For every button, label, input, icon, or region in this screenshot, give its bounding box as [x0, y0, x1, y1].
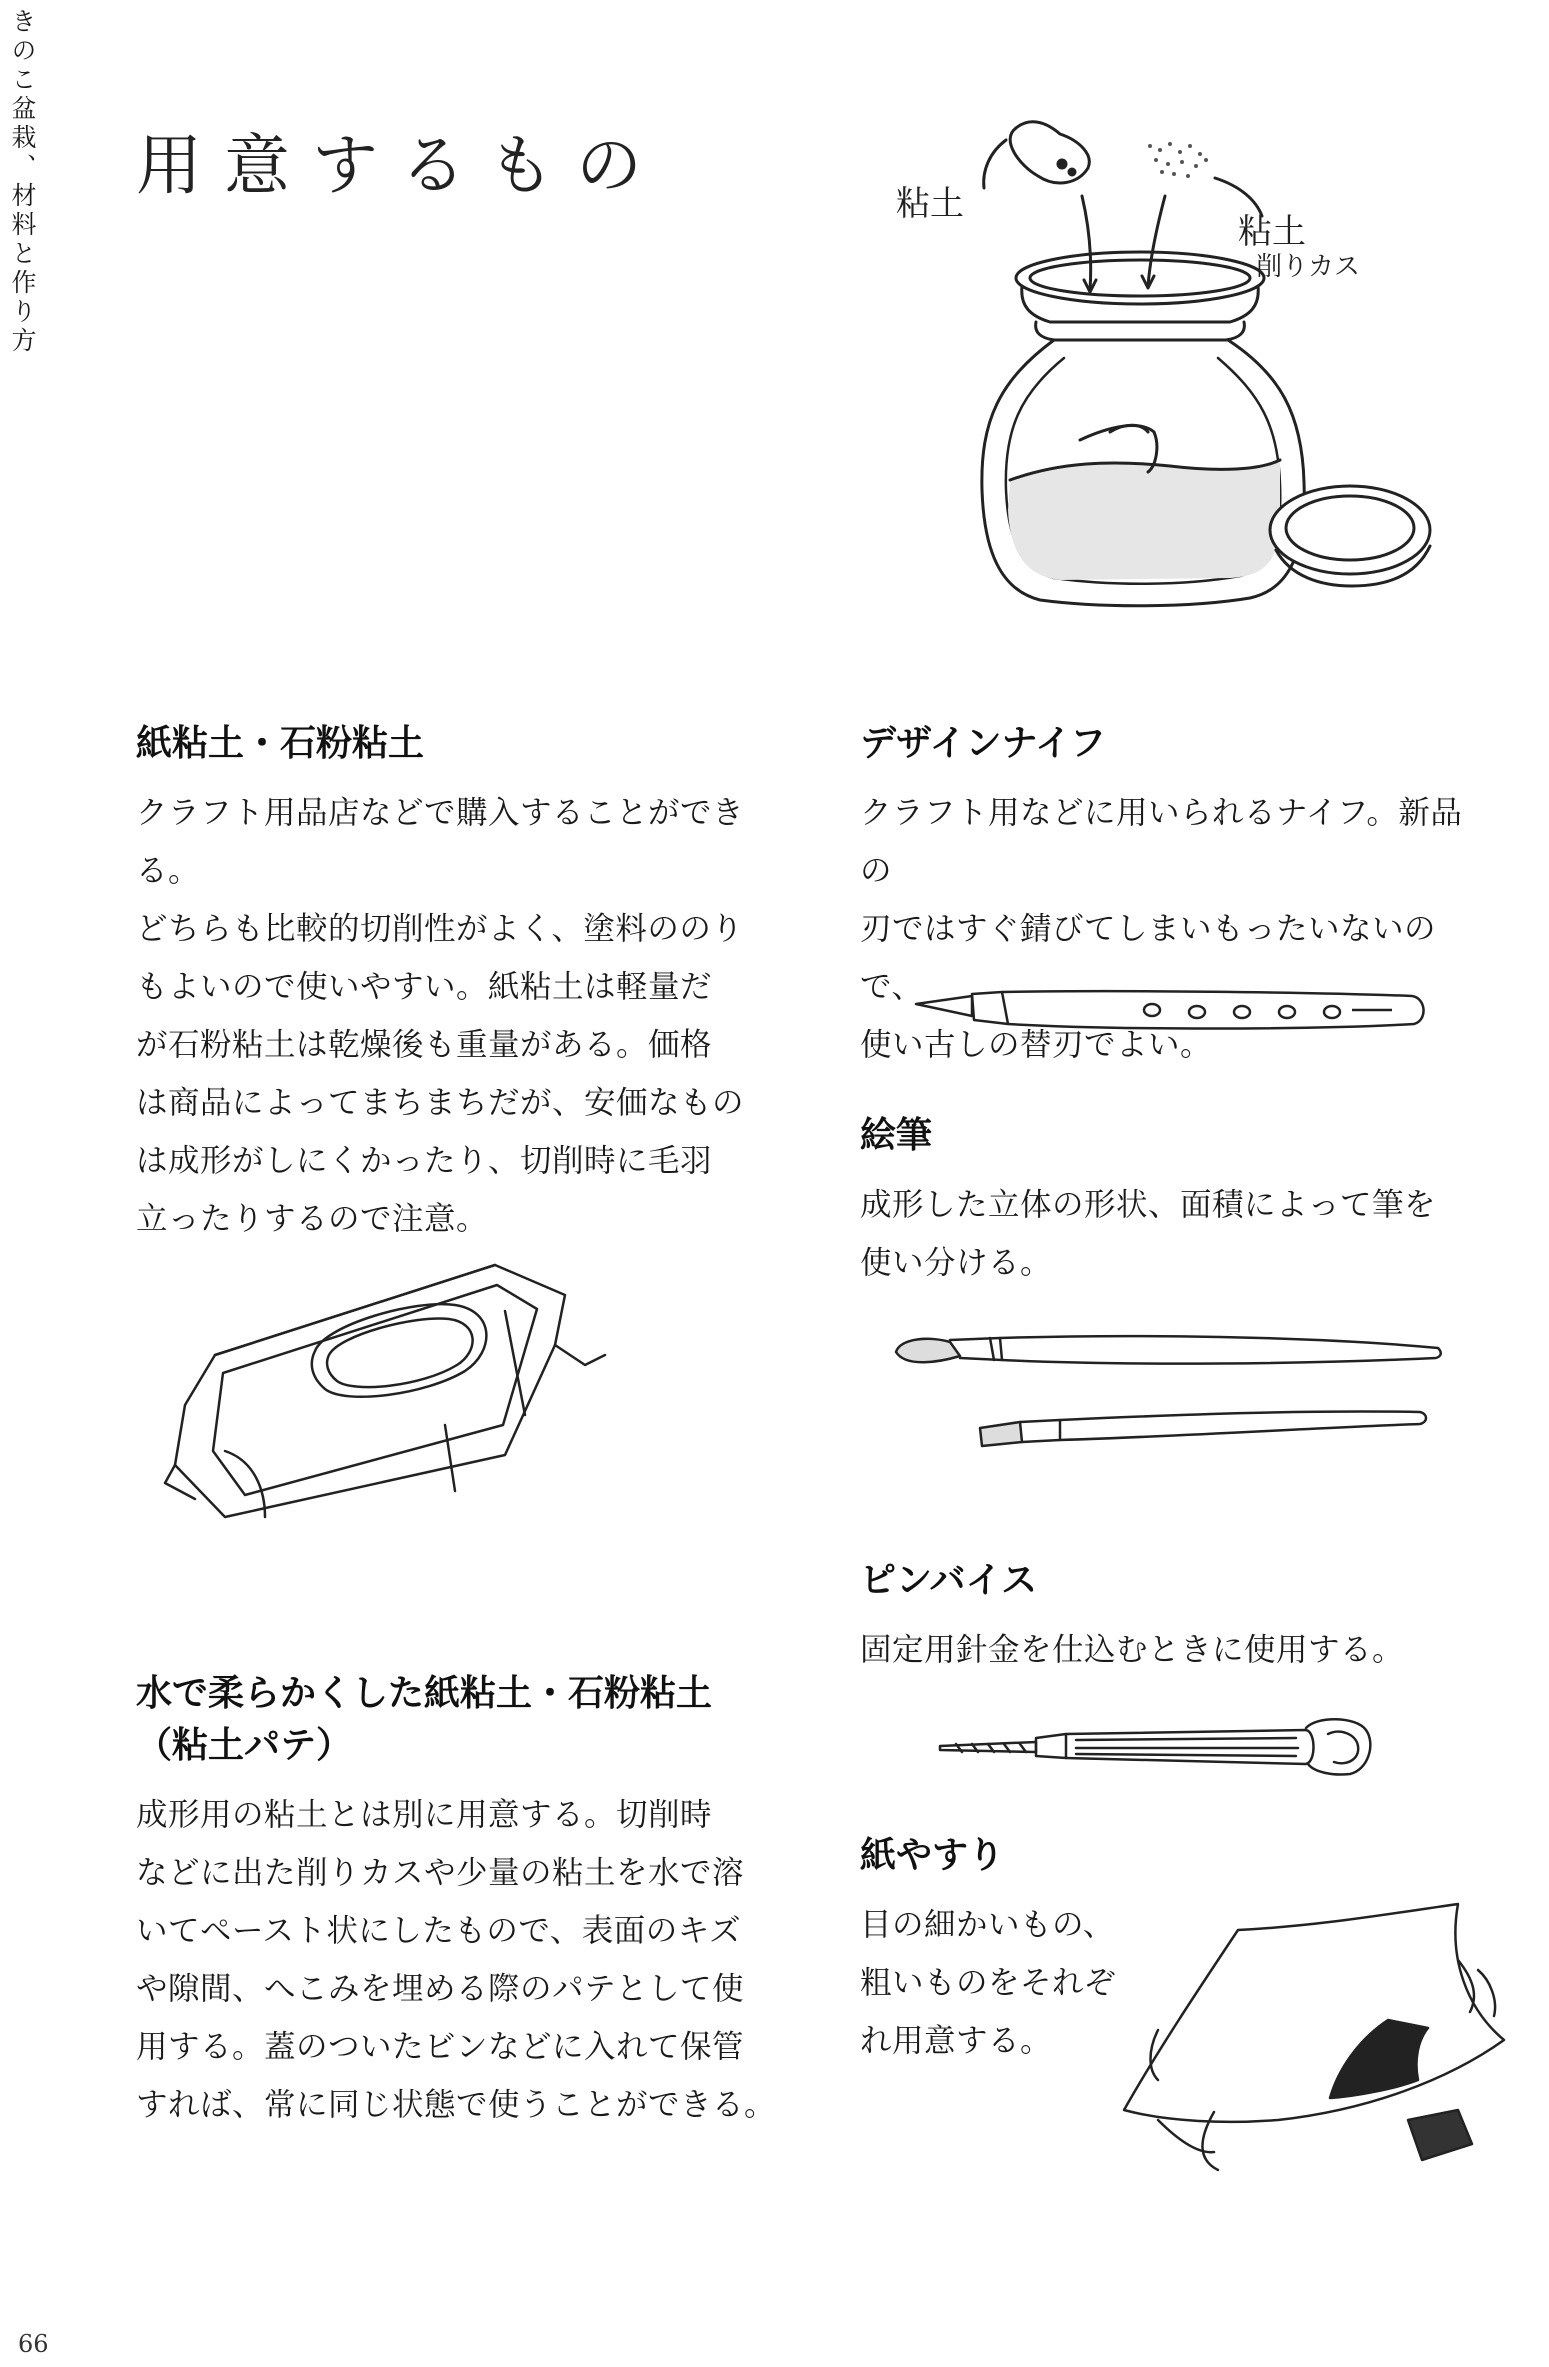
clay-package-illustration [165, 1255, 685, 1525]
section-brush [860, 1110, 1480, 1292]
body-line: どちらも比較的切削性がよく、塗料ののり [136, 911, 744, 947]
body-line: は商品によってまちまちだが、安価なもの [136, 1085, 745, 1121]
section-heading-sub: （粘土パテ） [136, 1725, 353, 1766]
body-line: や隙間、へこみを埋める際のパテとして使 [136, 1971, 745, 2007]
body-line: は成形がしにくかったり、切削時に毛羽 [136, 1143, 713, 1179]
running-head: きのこ盆栽、材料と作り方 [8, 8, 37, 356]
section-clay-putty [136, 1668, 796, 2134]
page-number: 66 [18, 2330, 49, 2358]
design-knife-illustration [912, 990, 1432, 1050]
body-line: クラフト用などに用いられるナイフ。新品の [860, 795, 1463, 889]
section-heading: デザインナイフ [860, 723, 1106, 764]
body-line: 用する。蓋のついたビンなどに入れて保管 [136, 2029, 745, 2065]
page-title: 用意するもの [136, 127, 664, 204]
body-line: が石粉粘土は乾燥後も重量がある。価格 [136, 1027, 713, 1063]
body-line: 使い分ける。 [860, 1245, 1053, 1281]
section-heading: 絵筆 [860, 1115, 933, 1156]
section-heading: 水で柔らかくした紙粘土・石粉粘土 [136, 1673, 713, 1714]
brushes-illustration [890, 1328, 1450, 1458]
section-pin-vise [860, 1555, 1480, 1679]
section-paper-clay [136, 718, 776, 1248]
body-line: 成形用の粘土とは別に用意する。切削時 [136, 1797, 713, 1833]
body-line: クラフト用品店などで購入することができる。 [136, 795, 745, 889]
body-line: もよいので使いやすい。紙粘土は軽量だ [136, 969, 713, 1005]
body-line: 立ったりするので注意。 [136, 1201, 489, 1237]
section-heading: 紙やすり [860, 1835, 1005, 1876]
clay-shavings-label: 粘土 [1238, 212, 1306, 252]
body-line: 刃ではすぐ錆びてしまいもったいないので、 [860, 911, 1437, 1005]
jar-illustration [960, 110, 1430, 650]
body-line: いてペースト状にしたもので、表面のキズ [136, 1913, 742, 1949]
body-line: 固定用針金を仕込むときに使用する。 [860, 1632, 1405, 1668]
body-line: 成形した立体の形状、面積によって筆を [860, 1187, 1437, 1223]
section-heading: 紙粘土・石粉粘土 [136, 723, 425, 764]
body-line: 粗いものをそれぞ [860, 1965, 1117, 2001]
body-line: などに出た削りカスや少量の粘土を水で溶 [136, 1855, 745, 1891]
sandpaper-illustration [1118, 1900, 1518, 2190]
section-heading: ピンバイス [860, 1560, 1038, 1601]
pin-vise-illustration [936, 1716, 1376, 1776]
body-line: 目の細かいもの、 [860, 1907, 1115, 1943]
body-line: すれば、常に同じ状態で使うことができる。 [136, 2087, 777, 2123]
clay-shavings-sub-label: 削りカス [1256, 252, 1361, 282]
clay-label: 粘土 [896, 184, 964, 224]
body-line: 使い古しの替刃でよい。 [860, 1027, 1213, 1063]
body-line: れ用意する。 [860, 2023, 1053, 2059]
